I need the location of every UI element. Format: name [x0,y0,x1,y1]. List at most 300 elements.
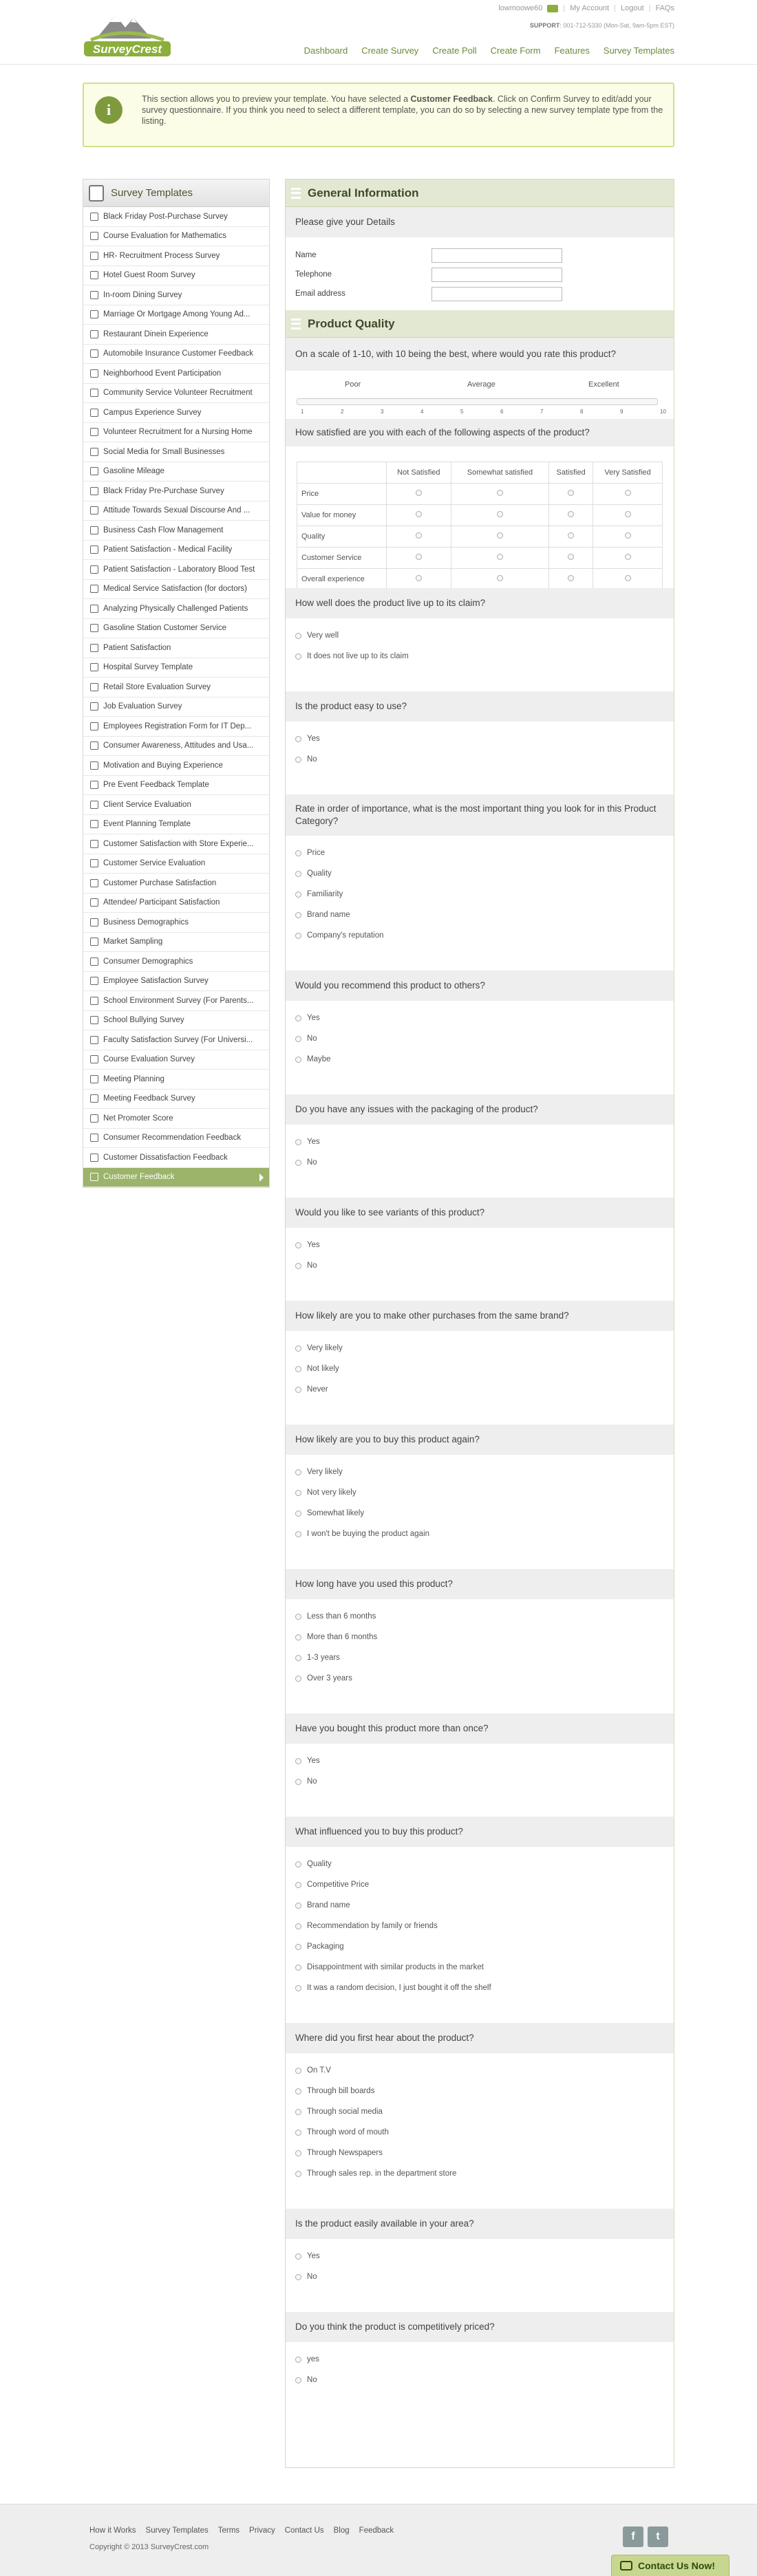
radio-button[interactable] [295,1366,301,1372]
radio-button[interactable] [295,1861,301,1868]
sidebar-item[interactable] [83,246,269,266]
matrix-row-label: Customer Service [297,548,387,569]
answer-option[interactable] [295,1379,664,1400]
sidebar-item[interactable] [83,737,269,757]
template-icon [90,702,98,711]
radio-button[interactable] [416,511,422,517]
sidebar-item[interactable] [83,952,269,972]
answer-options [286,836,674,971]
answer-option[interactable] [295,1524,664,1544]
radio-button[interactable] [295,1139,301,1145]
answer-option[interactable] [295,1338,664,1359]
radio-button[interactable] [295,1614,301,1620]
radio-button[interactable] [295,1015,301,1021]
sidebar-item[interactable] [83,541,269,561]
question-heading: Do you have any issues with the packaging of the product? [286,1094,674,1125]
sidebar-item[interactable] [83,403,269,423]
sidebar-item[interactable] [83,580,269,600]
answer-option[interactable] [295,1895,664,1916]
sidebar-item[interactable] [83,423,269,443]
matrix-row-label: Value for money [297,505,387,526]
answer-option[interactable] [295,625,664,646]
facebook-icon[interactable]: f [623,2526,643,2547]
sidebar-item[interactable] [83,345,269,365]
sidebar-item-label: Medical Service Satisfaction (for doctors) [103,585,247,594]
radio-button[interactable] [295,2171,301,2177]
scale-label-poor: Poor [345,380,361,389]
sidebar-item-label: Pre Event Feedback Template [103,781,209,790]
matrix-row-label: Price [297,484,387,505]
radio-button[interactable] [416,490,422,496]
radio-button[interactable] [416,532,422,539]
sidebar-item[interactable] [83,874,269,894]
sidebar-item-selected[interactable] [83,1168,269,1188]
answer-option[interactable] [295,2081,664,2101]
radio-button[interactable] [568,490,574,496]
sidebar-item[interactable] [83,815,269,835]
radio-button[interactable] [295,2109,301,2115]
option-label: Yes [307,1241,320,1249]
option-label: Through sales rep. in the department store [307,2169,457,2178]
sidebar-item[interactable] [83,894,269,913]
radio-button[interactable] [295,2088,301,2095]
sidebar-item[interactable] [83,462,269,482]
option-label: Through social media [307,2108,383,2116]
footer-link-feedback[interactable]: Feedback [359,2526,394,2535]
answer-option[interactable] [295,1462,664,1482]
email-input[interactable] [431,287,562,301]
radio-button[interactable] [497,490,503,496]
top-header [0,0,757,65]
radio-button[interactable] [295,1944,301,1950]
radio-button[interactable] [295,1511,301,1517]
radio-button[interactable] [295,1490,301,1496]
sidebar-item[interactable] [83,991,269,1011]
arrow-right-icon [259,1173,264,1182]
answer-option[interactable] [295,1503,664,1524]
option-label: Never [307,1385,328,1394]
answer-option[interactable] [295,905,664,925]
sidebar-item[interactable] [83,560,269,580]
option-label: Company's reputation [307,931,384,940]
sidebar-item[interactable] [83,678,269,697]
answer-option[interactable] [295,843,664,863]
radio-button[interactable] [625,511,631,517]
sidebar-item-label: Customer Dissatisfaction Feedback [103,1153,228,1162]
flag-icon[interactable] [547,5,558,12]
radio-button[interactable] [295,1655,301,1661]
answer-option[interactable] [295,1255,664,1276]
sidebar-item-label: Neighborhood Event Participation [103,369,222,378]
radio-button[interactable] [295,1923,301,1929]
support-info [530,22,674,29]
sidebar-item[interactable] [83,285,269,305]
sidebar-item[interactable] [83,1070,269,1090]
sidebar-item[interactable] [83,972,269,992]
option-label: Less than 6 months [307,1612,376,1621]
template-icon [90,271,98,279]
radio-button[interactable] [295,736,301,742]
answer-options [286,1847,674,2023]
scale-tick-label: 6 [500,409,504,415]
question-heading: How likely are you to make other purchases from the same brand? [286,1301,674,1331]
option-label: 1-3 years [307,1654,340,1662]
surveycrest-logo[interactable] [83,7,172,58]
template-icon [90,1075,98,1083]
sidebar-item[interactable] [83,854,269,874]
sidebar-item-label: Net Promoter Score [103,1114,173,1123]
question-heading: Would you like to see variants of this product? [286,1198,674,1228]
radio-button[interactable] [295,891,301,898]
nav-create-poll[interactable]: Create Poll [432,45,477,56]
sidebar-item[interactable] [83,325,269,345]
option-label: Quality [307,1860,332,1868]
sidebar-item-label: Community Service Volunteer Recruitment [103,389,253,398]
radio-button[interactable] [295,1758,301,1764]
template-icon [90,526,98,534]
radio-button[interactable] [295,2130,301,2136]
answer-option[interactable] [295,1771,664,1792]
scale-tick-label: 9 [620,409,623,415]
sidebar-title: Survey Templates [111,187,193,199]
sidebar-item-label: Campus Experience Survey [103,408,202,417]
answer-options [286,722,674,794]
radio-button[interactable] [295,2377,301,2383]
radio-button[interactable] [295,1345,301,1352]
option-label: Quality [307,869,332,878]
answer-option[interactable] [295,749,664,770]
answer-option[interactable] [295,1132,664,1152]
option-label: Maybe [307,1055,331,1063]
template-icon [90,605,98,613]
option-label: Yes [307,1138,320,1146]
footer-link-contact-us[interactable]: Contact Us [284,2526,324,2535]
sidebar-item[interactable] [83,266,269,286]
question-heading: Have you bought this product more than once? [286,1713,674,1744]
list-icon [291,318,301,329]
radio-button[interactable] [568,575,574,581]
sidebar-item[interactable] [83,227,269,247]
radio-button[interactable] [416,575,422,581]
footer-link-survey-templates[interactable]: Survey Templates [145,2526,209,2535]
footer [0,2504,757,2576]
sidebar-item[interactable] [83,619,269,639]
sidebar-item-label: Client Service Evaluation [103,800,191,809]
template-icon [90,389,98,397]
answer-option[interactable] [295,1627,664,1647]
template-icon [90,213,98,221]
sidebar-item[interactable] [83,207,269,227]
sidebar-item-label: Patient Satisfaction - Medical Facility [103,545,233,554]
sidebar-item[interactable] [83,1011,269,1031]
answer-option[interactable] [295,1008,664,1028]
sidebar-item[interactable] [83,933,269,953]
telephone-field-row [295,265,664,284]
user-link[interactable]: lowmoowe60 [498,4,543,12]
template-icon [90,291,98,299]
option-label: Competitive Price [307,1881,370,1889]
sidebar-item-label: Meeting Planning [103,1074,164,1083]
sidebar-item-label: Patient Satisfaction [103,643,171,652]
radio-button[interactable] [295,757,301,763]
sidebar-item-label: Consumer Recommendation Feedback [103,1134,242,1143]
sidebar-item[interactable] [83,1148,269,1168]
nav-create-form[interactable]: Create Form [490,45,541,56]
sidebar-item[interactable] [83,834,269,854]
template-icon [90,820,98,828]
radio-button[interactable] [295,1676,301,1682]
name-input[interactable] [431,248,562,263]
answer-option[interactable] [295,728,664,749]
details-heading: Please give your Details [286,207,674,237]
sidebar-item[interactable] [83,305,269,325]
radio-button[interactable] [295,1387,301,1393]
radio-button[interactable] [295,1263,301,1269]
radio-button[interactable] [295,1882,301,1888]
radio-button[interactable] [295,1779,301,1785]
answer-option[interactable] [295,863,664,884]
list-icon [291,188,301,199]
answer-options [286,1228,674,1301]
my-account-link[interactable]: My Account [570,4,610,12]
option-label: yes [307,2355,319,2363]
sidebar-item[interactable] [83,599,269,619]
template-icon [90,310,98,318]
answer-option[interactable] [295,925,664,946]
radio-button[interactable] [497,532,503,539]
answer-option[interactable] [295,1235,664,1255]
template-icon [90,898,98,907]
answer-option[interactable] [295,1916,664,1936]
nav-survey-templates[interactable]: Survey Templates [603,45,674,56]
radio-button[interactable] [295,1057,301,1063]
question-heading: Is the product easy to use? [286,691,674,722]
radio-button[interactable] [625,490,631,496]
sidebar-header [83,180,269,207]
scale-tick-label: 5 [460,409,464,415]
template-icon [90,1173,98,1181]
faqs-link[interactable]: FAQs [655,4,674,12]
footer-link-privacy[interactable]: Privacy [249,2526,275,2535]
radio-button[interactable] [497,554,503,560]
radio-button[interactable] [568,532,574,539]
radio-button[interactable] [568,511,574,517]
sidebar-item[interactable] [83,1109,269,1129]
option-label: I won't be buying the product again [307,1530,430,1538]
twitter-icon[interactable]: t [648,2526,668,2547]
sidebar-item[interactable] [83,1129,269,1149]
radio-button[interactable] [295,1965,301,1971]
nav-create-survey[interactable]: Create Survey [361,45,419,56]
answer-option[interactable] [295,2060,664,2081]
radio-button[interactable] [295,2274,301,2280]
radio-button[interactable] [295,1160,301,1166]
sidebar-item-label: Faculty Satisfaction Survey (For Universi... [103,1035,253,1044]
option-label: Over 3 years [307,1674,352,1682]
answer-option[interactable] [295,1359,664,1379]
main-nav [304,45,674,56]
nav-features[interactable]: Features [554,45,590,56]
answer-option[interactable] [295,2122,664,2143]
question-list [286,588,674,2415]
option-label: No [307,1158,317,1167]
option-label: Packaging [307,1942,344,1951]
answer-option[interactable] [295,1978,664,1998]
sidebar-item[interactable] [83,384,269,404]
info-icon: i [95,96,122,124]
template-icon [90,1134,98,1142]
radio-button[interactable] [295,1634,301,1641]
answer-option[interactable] [295,2246,664,2266]
sidebar-item-label: Gasoline Station Customer Service [103,624,226,633]
template-icon [90,1016,98,1024]
template-icon [90,565,98,574]
telephone-input[interactable] [431,268,562,282]
radio-button[interactable] [295,850,301,856]
sidebar-item-label: Patient Satisfaction - Laboratory Blood Test [103,565,255,574]
sidebar-item-label: Motivation and Buying Experience [103,761,223,770]
radio-button[interactable] [295,1036,301,1042]
answer-option[interactable] [295,1152,664,1173]
footer-link-terms[interactable]: Terms [217,2526,240,2535]
logout-link[interactable]: Logout [620,4,644,12]
answer-option[interactable] [295,2163,664,2184]
answer-option[interactable] [295,646,664,667]
matrix-column-header: Somewhat satisfied [451,462,549,484]
support-label: SUPPORT [529,22,560,29]
scale-slider-track[interactable] [297,398,658,405]
question-heading: Do you think the product is competitively priced? [286,2312,674,2342]
answer-option[interactable] [295,2370,664,2390]
name-label: Name [295,251,317,259]
question-heading: How long have you used this product? [286,1569,674,1599]
contact-us-label: Contact Us Now! [638,2560,715,2571]
radio-button[interactable] [295,2253,301,2260]
answer-option[interactable] [295,1957,664,1978]
sidebar-item[interactable] [83,364,269,384]
footer-links [89,2526,394,2535]
option-label: Through Newspapers [307,2149,383,2157]
answer-option[interactable] [295,2143,664,2163]
answer-option[interactable] [295,1751,664,1771]
radio-button[interactable] [295,1531,301,1537]
sidebar-item[interactable] [83,697,269,717]
telephone-label: Telephone [295,270,332,279]
question-heading: Is the product easily available in your area? [286,2209,674,2239]
footer-link-how-it-works[interactable]: How it Works [89,2526,136,2535]
sidebar-item[interactable] [83,521,269,541]
radio-button[interactable] [625,575,631,581]
sidebar-item[interactable] [83,638,269,658]
answer-option[interactable] [295,1936,664,1957]
template-icon [90,252,98,260]
answer-option[interactable] [295,2349,664,2370]
radio-button[interactable] [497,575,503,581]
template-icon [90,644,98,652]
radio-button[interactable] [295,653,301,660]
radio-button[interactable] [295,2357,301,2363]
question-heading: Would you recommend this product to others? [286,971,674,1001]
sidebar-item[interactable] [83,717,269,737]
social-links [623,2526,668,2547]
radio-button[interactable] [295,633,301,639]
answer-options [286,1455,674,1569]
radio-button[interactable] [295,1469,301,1475]
sidebar-item-label: Volunteer Recruitment for a Nursing Home [103,428,253,437]
product-quality-title: Product Quality [308,316,395,330]
answer-option[interactable] [295,1668,664,1689]
radio-button[interactable] [416,554,422,560]
sidebar-item[interactable] [83,658,269,678]
radio-button[interactable] [295,871,301,877]
sidebar-item[interactable] [83,795,269,815]
answer-option[interactable] [295,1854,664,1874]
sidebar-item-label: Restaurant Dinein Experience [103,329,209,338]
footer-link-blog[interactable]: Blog [333,2526,350,2535]
answer-option[interactable] [295,1028,664,1049]
radio-button[interactable] [295,2150,301,2156]
template-icon [90,859,98,867]
sidebar-item[interactable] [83,1090,269,1110]
template-icon [90,742,98,750]
template-icon [90,840,98,848]
radio-button[interactable] [295,1985,301,1991]
option-label: Not very likely [307,1489,356,1497]
sidebar-item[interactable] [83,442,269,462]
sidebar-item[interactable] [83,481,269,501]
radio-button[interactable] [295,2068,301,2074]
answer-option[interactable] [295,1049,664,1070]
answer-option[interactable] [295,1482,664,1503]
info-notice [83,83,674,147]
sidebar-item[interactable] [83,913,269,933]
radio-button[interactable] [295,912,301,918]
template-icon [90,330,98,338]
sidebar-item[interactable] [83,776,269,796]
sidebar-item-label: Customer Service Evaluation [103,859,206,868]
radio-button[interactable] [497,511,503,517]
sidebar-item-label: Job Evaluation Survey [103,702,182,711]
radio-button[interactable] [295,933,301,939]
answer-option[interactable] [295,1606,664,1627]
sidebar-item-label: Course Evaluation for Mathematics [103,232,226,241]
option-label: Very well [307,631,339,640]
answer-option[interactable] [295,884,664,905]
radio-button[interactable] [568,554,574,560]
contact-us-button[interactable] [611,2555,729,2576]
radio-button[interactable] [625,532,631,539]
answer-option[interactable] [295,1874,664,1895]
answer-option[interactable] [295,2101,664,2122]
option-label: Yes [307,735,320,743]
radio-button[interactable] [625,554,631,560]
logo-text: SurveyCrest [92,43,162,56]
sidebar-item[interactable] [83,756,269,776]
sidebar-item[interactable] [83,501,269,521]
nav-dashboard[interactable]: Dashboard [303,45,348,56]
answer-option[interactable] [295,2266,664,2287]
sidebar-item-label: Employees Registration Form for IT Dep... [103,722,252,730]
matrix-row [297,548,663,569]
radio-button[interactable] [295,1903,301,1909]
radio-button[interactable] [295,1242,301,1248]
template-icon [90,1055,98,1063]
answer-option[interactable] [295,1647,664,1668]
sidebar-item-label: Market Sampling [103,938,163,946]
sidebar-item-label: Hotel Guest Room Survey [103,271,195,280]
sidebar-item[interactable] [83,1050,269,1070]
sidebar-item[interactable] [83,1030,269,1050]
